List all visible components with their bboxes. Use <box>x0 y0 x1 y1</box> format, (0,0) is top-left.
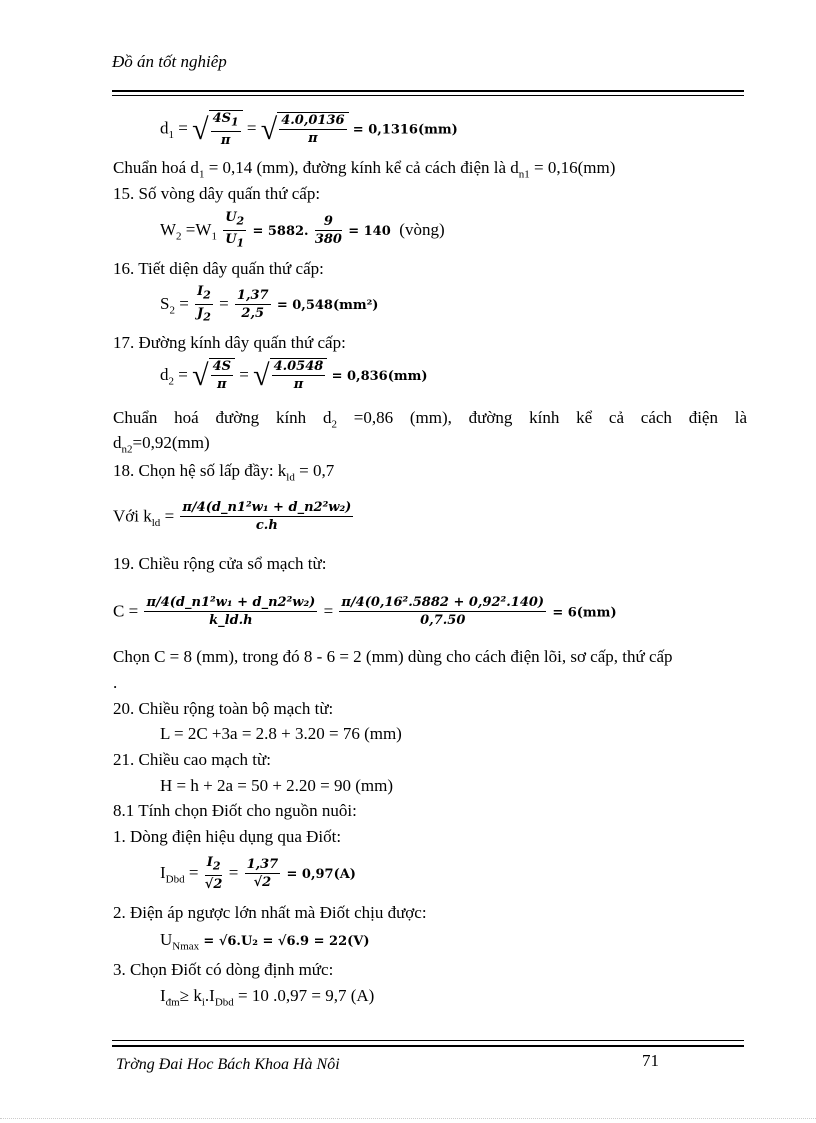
footer-institution: Trờng Đai Hoc Bách Khoa Hà Nôi <box>116 1056 340 1073</box>
header-rule-thick <box>112 90 744 92</box>
heading-18: 18. Chọn hệ số lấp đầy: $k_{ld} = 0,7$ <box>113 461 335 484</box>
text-chon-c: Chọn C = 8 (mm), trong đó 8 - 6 = 2 (mm) dùng cho cách điện lõi, sơ cấp, thứ cấp <box>113 647 673 666</box>
heading-1: 1. Dòng điện hiệu dụng qua Điốt: <box>113 827 342 846</box>
heading-3: 3. Chọn Điốt có dòng định mức: <box>113 960 334 979</box>
formula-c: C = $\frac{\text{π/4(d\_n1²w₁ + d\_n2²w₂)}}{k\_ld.h}$ = $\frac{\text{π/4(0,16².5882 + 0,92².140)}}{0,7.50}$ = 6(mm) <box>113 595 617 628</box>
formula-kld: Với $k_{ld}$ = $\frac{\text{π/4(d\_n1²w₁ + d\_n2²w₂)}}{c.h}$ <box>113 500 352 533</box>
text-chuanhoa-d2: Chuẩn hoá đường kính $d_2 =0,86$ (mm), đường kính kể cả cách điện là <box>113 408 748 431</box>
text-chon-c-dot: . <box>113 673 118 692</box>
heading-15: 15. Số vòng dây quấn thứ cấp: <box>113 184 321 203</box>
heading-21: 21. Chiều cao mạch từ: <box>113 750 271 769</box>
heading-17: 17. Đường kính dây quấn thứ cấp: <box>113 333 346 352</box>
heading-16: 16. Tiết diện dây quấn thứ cấp: <box>113 259 324 278</box>
text-chuanhoa-d1: Chuẩn hoá $d_1 = 0,14$ (mm), đường kính kể cả cách điện là $d_{n1} = 0,16(mm)$ <box>113 158 616 181</box>
page-number: 71 <box>642 1051 659 1070</box>
formula-idbd: $I_{Dbd}$ = $\frac{I_2}{√2}$ = $\frac{1,37}{√2}$ = 0,97(A) <box>160 855 356 892</box>
header-rule-thin <box>112 95 744 96</box>
formula-d1: $d_1$ = √ $\frac{4S_1}{\pi}$ = √ $\frac{4.0,0136}{\pi}$ = 0,1316(mm) <box>160 111 458 148</box>
formula-idm: $I_{đm}\ge k_i.I_{Dbd} = 10$ .0,97 = 9,7 (A) <box>160 986 375 1009</box>
heading-8-1: 8.1 Tính chọn Điốt cho nguồn nuôi: <box>113 801 357 820</box>
heading-19: 19. Chiều rộng cửa sổ mạch từ: <box>113 554 327 573</box>
footer-rule-thick <box>112 1045 744 1047</box>
text-chuanhoa-d2-cont: $d_{n2}=0,92(mm)$ <box>113 433 210 456</box>
footer-rule-thin <box>112 1040 744 1041</box>
heading-20: 20. Chiều rộng toàn bộ mạch từ: <box>113 699 334 718</box>
formula-h: H = h + 2a = 50 + 2.20 = 90 (mm) <box>160 776 394 795</box>
formula-d2: $d_2$ = √ $\frac{4S}{\pi}$ = √ $\frac{4.0548}{\pi}$ = 0,836(mm) <box>160 359 428 392</box>
formula-unmax: $U_{Nmax} = √6.U_2 = √6.9 = 22(V)$ <box>160 930 370 953</box>
formula-w2: $W_2 =W_1$ $\frac{U_2}{U_1}$ = 5882. $\frac{9}{380}$ = 140 (vòng) <box>160 210 445 250</box>
heading-2: 2. Điện áp ngược lớn nhất mà Điốt chịu được: <box>113 903 427 922</box>
formula-l: L = 2C +3a = 2.8 + 3.20 = 76 (mm) <box>160 724 402 743</box>
formula-s2: $S_2$ = $\frac{I_2}{J_2}$ = $\frac{1,37}{2,5}$ = 0,548(mm²) <box>160 284 379 324</box>
page-header: Đồ án tốt nghiêp <box>112 52 227 71</box>
page-bottom-border <box>0 1118 816 1119</box>
